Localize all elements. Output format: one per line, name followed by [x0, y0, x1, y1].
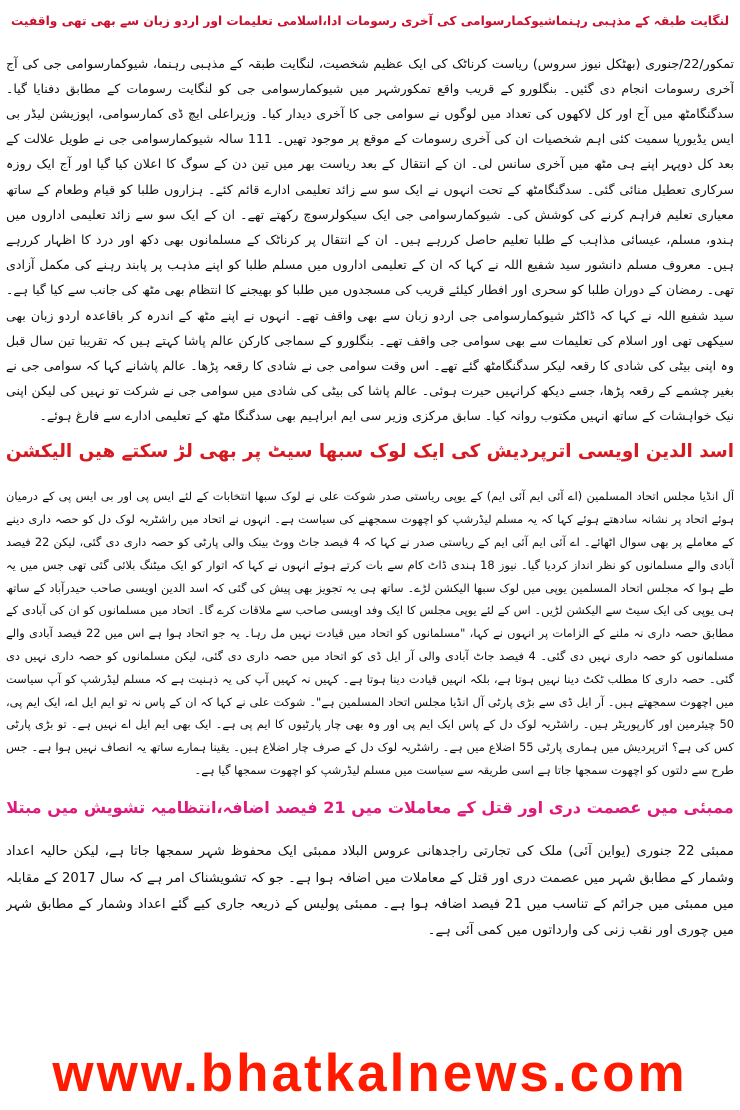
article-2-body: آل انڈیا مجلس اتحاد المسلمین (اے آئی ایم آئی ایم) کے یوپی ریاستی صدر شوکت علی نے لوک سبھا انتخابات کے لئے ایس پی اور بی ایس پی کے درمیان ہوئے اتحاد پر نشانہ سادھتے ہوئے کہا کہ یہ مسلم لیڈرشپ کو اچھوت سمجھنے کی سیاست ہے۔ انہوں نے اتحاد میں راشٹریہ لوک دل کو حصہ داری دینے کے معاملے پر بھی سوال اٹھائے۔ اے آئی ایم آئی ایم کے ریاستی صدر نے کہا کہ 4 فیصد جاٹ ووٹ بینک والی پارٹی کو حصہ داری دی گئی، لیکن 22 فیصد آبادی والے مسلمانوں کو نظر انداز کردیا گیا۔ نیوز 18 ہندی ڈاٹ کام سے بات کرتے ہوئے انہوں نے کہا کہ اتوار کو ایک میٹنگ بلائی گئی تھی جس میں یہ طے ہوا کہ مجلس اتحاد المسلمین یوپی میں لوک سبھا الیکشن لڑے۔ ساتھ ہی یہ تجویز بھی پیش کی گئی کہ اسد الدین اویسی صاحب حیدرآباد کے ساتھ ہی یوپی کی ایک سیٹ سے الیکشن لڑیں۔ اس کے لئے یوپی مجلس کا ایک وفد اویسی صاحب سے ملاقات کرے گا۔ اتحاد میں مسلمانوں کو ان کی آبادی کے مطابق حصہ داری نہ ملنے کے الزامات پر انہوں نے کہا، "مسلمانوں کو اتحاد میں قیادت نہیں مل رہا۔ یہ جو اتحاد ہوا ہے اس میں 22 فیصد آبادی والے مسلمانوں کو حصہ داری نہیں دی گئی۔ 4 فیصد جاٹ آبادی والی آر ایل ڈی کو اتحاد میں حصہ داری دی گئی، لیکن مسلمانوں کو حصہ داری نہیں دی گئی۔ حصہ داری کا مطلب ٹکٹ دینا نہیں ہوتا ہے، بلکہ انہیں قیادت دینا ہوتا ہے۔ کہیں نہ کہیں آپ کی یہ ذہنیت ہے کہ مسلم لیڈرشپ کو آپ سیاست میں اچھوت سمجھتے ہیں۔ آر ایل ڈی سے بڑی پارٹی آل انڈیا مجلس اتحاد المسلمین ہے"۔ شوکت علی نے کہا کہ ان کے پاس نہ تو ایم ایل اے، ایک ایم پی، 50 چیئرمین اور کارپوریٹر ہیں۔ راشٹریہ لوک دل کے پاس ایک ایم پی اور وہ بھی چار پارٹیوں کا ایم پی ہے۔ ایک بھی ایم ایل اے نہیں ہے۔ تو بڑی پارٹی کس کی ہے؟ اترپردیش میں ہماری پارٹی 55 اضلاع میں ہے۔ راشٹریہ لوک دل کے صرف چار اضلاع ہیں۔ یقینا ہمارے ساتھ یہ انصاف نہیں ہوا ہے۔ جس طرح سے دلتوں کو اچھوت سمجھا جاتا ہے اسی طریقہ سے سیاست میں مسلم لیڈرشپ کو اچھوت سمجھا گیا ہے۔: [6, 489, 734, 777]
article-3-body: ممبئی 22 جنوری (یواین آئی) ملک کی تجارتی راجدھانی عروس البلاد ممبئی ایک محفوظ شہر سمجھا جاتا ہے، لیکن حالیہ اعداد وشمار کے مطابق شہر میں عصمت دری اور قتل کے معاملات میں اضافہ ہوا ہے۔ جو کہ تشویشناک امر ہے کہ سال 2017 کے مقابلہ میں ممبئی میں جرائم کے تناسب میں 21 فیصد اضافہ ہوا ہے۔ ممبئی پولیس کے ذریعہ جاری کیے گئے اعداد وشمار کے مطابق شہر میں چوری اور نقب زنی کی وارداتوں میں کمی آئی ہے۔: [6, 844, 734, 939]
article-1-body: تمکور/22/جنوری (بھٹکل نیوز سروس) ریاست کرناٹک کی ایک عظیم شخصیت، لنگایت طبقہ کے مذہبی رہنما، شیوکمارسوامی جی کی آج آخری رسومات انجام دی گئیں۔ بنگلورو کے قریب واقع تمکورشہر میں شیوکمارسوامی جی کو لنگایت رسومات کے مطابق دفنایا گیا۔ سدگنگامٹھ میں آج اور کل لاکھوں کی تعداد میں لوگوں نے سوامی جی کا آخری دیدار کیا۔ وزیراعلی ایچ ڈی کمارسوامی، اپوزیشن لیڈر بی ایس یڈیورپا سمیت کئی اہم شخصیات ان کی آخری رسومات کے موقع پر موجود تھیں۔ 111 سالہ شیوکمارسوامی جی نے طویل علالت کے بعد کل دوپہر اپنے ہی مٹھ میں آخری سانس لی۔ ان کے انتقال کے بعد ریاست بھر میں تین دن کے سوگ کا اعلان کیا گیا اور آج ایک روزہ سرکاری تعطیل منائی گئی۔ سدگنگامٹھ کے تحت انہوں نے ایک سو سے زائد تعلیمی ادارے قائم کئے۔ ہزاروں طلبا کو قیام وطعام کے ساتھ معیاری تعلیم فراہم کرنے کی کوشش کی۔ شیوکمارسوامی جی ایک سیکولرسوچ رکھتے تھے۔ ان کے ایک سو سے زائد تعلیمی اداروں میں ہندو، مسلم، عیسائی مذاہب کے طلبا تعلیم حاصل کررہے ہیں۔ ان کے انتقال پر کرناٹک کے مسلمانوں بھی دکھ اور درد کا اظہار کررہے ہیں۔ معروف مسلم دانشور سید شفیع اللہ نے کہا کہ ان کے تعلیمی اداروں میں مسلم طلبا کو اپنے مذہب پر پابند رہنے کی مکمل آزادی تھی۔ رمضان کے دوران طلبا کو سحری اور افطار کیلئے قریب کی مسجدوں میں طلبا کو بھیجنے کا انتظام بھی مٹھ کی جانب سے کیا گیا ہے۔ سید شفیع اللہ نے کہا کہ ڈاکٹر شیوکمارسوامی جی اردو زبان سے بھی واقف تھے۔ انہوں نے اپنے مٹھ کے اندرہ کر باقاعدہ اردو زبان بھی سیکھی تھی اور اسلام کی تعلیمات سے بھی سوامی جی واقف تھے۔ بنگلورو کے سماجی کارکن عالم پاشا کہتے ہیں کہ تقریبا تین سال قبل وہ اپنی بیٹی کی شادی کا رقعہ لیکر سدگنگامٹھ گئے تھے۔ اس وقت سوامی جی نے شادی کا رقعہ پڑھا۔ عالم پاشانے کہا کہ سوامی جی نے بغیر چشمے کے رقعہ پڑھا، جسے دیکھ کرانہیں حیرت ہوئی۔ عالم پاشا کی بیٹی کی شادی میں سوامی جی نے شرکت تو نہیں کی لیکن اپنی نیک خواہشات کے ساتھ انہیں مکتوب روانہ کیا۔ سابق مرکزی وزیر سی ایم ابراہیم بھی سدگنگا مٹھ کے تعلیمی ادارے سے فارغ ہوئے۔: [6, 55, 734, 424]
article-1-headline: لنگایت طبقہ کے مذہبی رہنماشیوکمارسوامی کی آخری رسومات ادا،اسلامی تعلیمات اور اردو زبان سے بھی تھی واقفیت: [10, 14, 730, 28]
article-3-headline: ممبئی میں عصمت دری اور قتل کے معاملات میں 21 فیصد اضافہ،انتظامیہ تشویش میں مبتلا: [6, 798, 734, 817]
website-url: www.bhatkalnews.com: [52, 1044, 688, 1103]
article-2-headline: اسد الدین اویسی اترپردیش کی ایک لوک سبھا سیٹ پر بھی لڑ سکتے ھیں الیکشن: [6, 441, 734, 462]
